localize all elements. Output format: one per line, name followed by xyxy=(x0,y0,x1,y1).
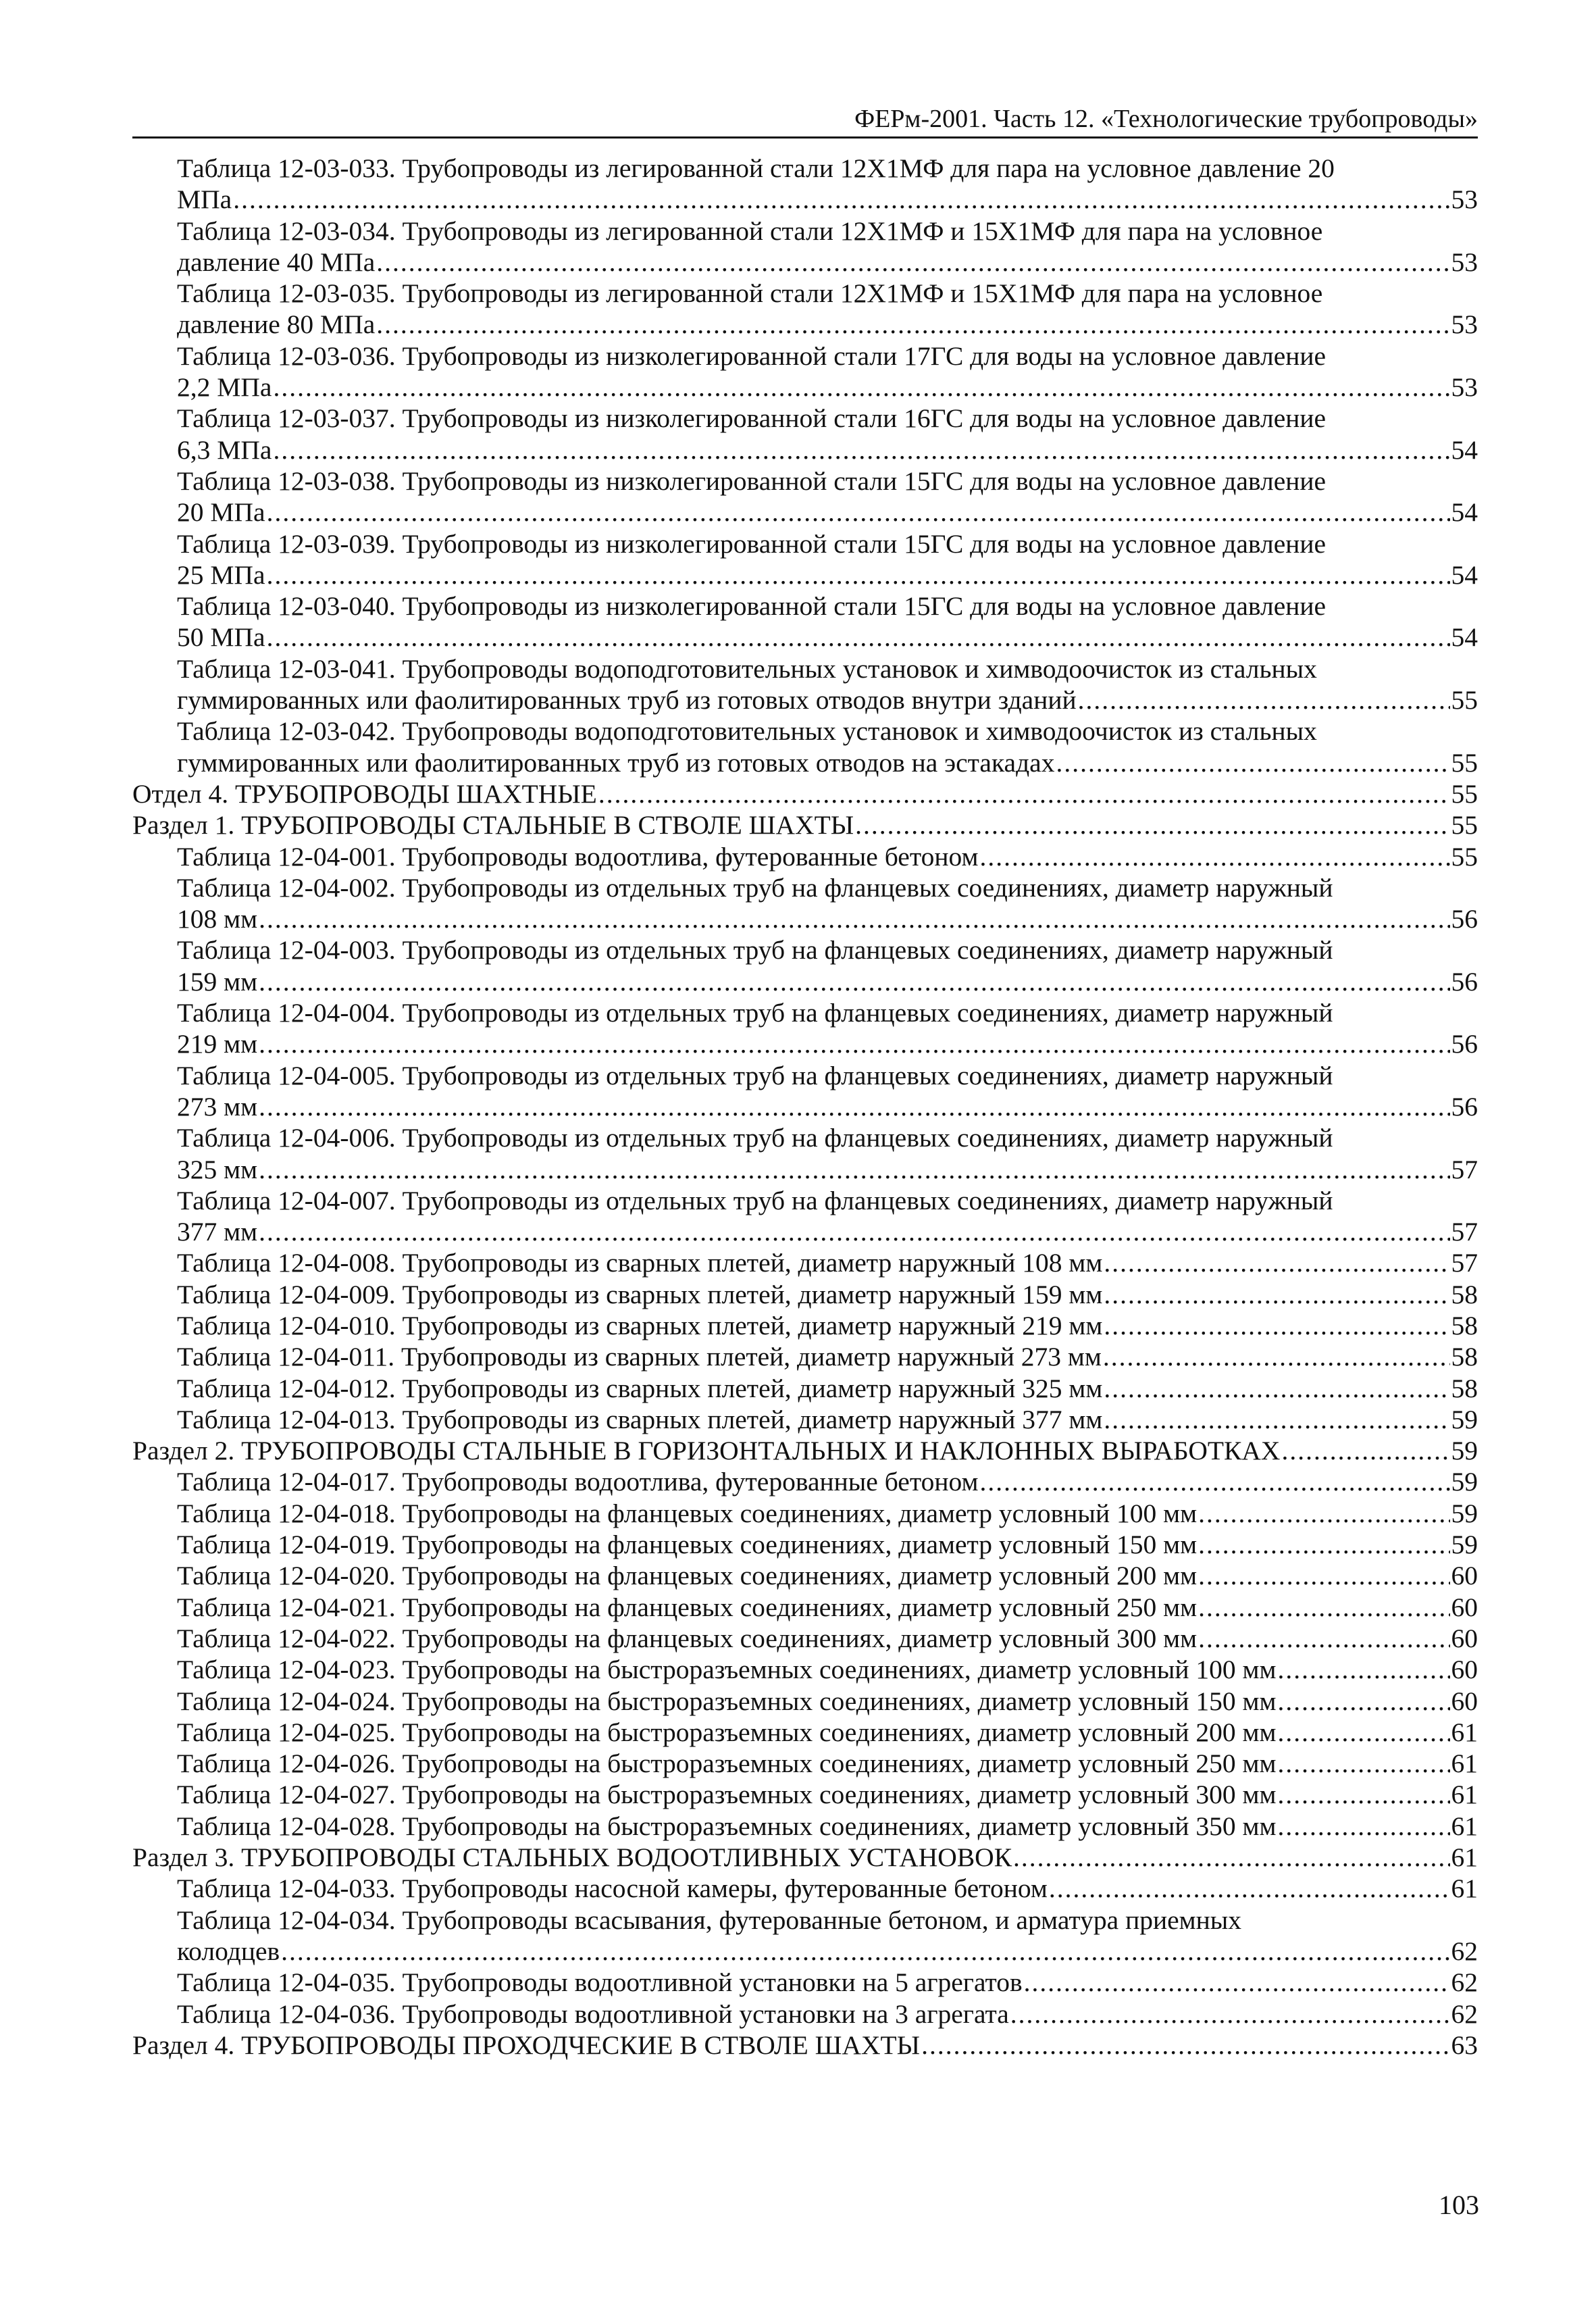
toc-entry-title-line: Таблица 12-03-035. Трубопроводы из легированной стали 12Х1МФ и 15Х1МФ для пара на условное xyxy=(177,278,1323,309)
toc-entry-leader-line xyxy=(177,1686,1478,1717)
toc-entry-title: Таблица 12-04-033. Трубопроводы насосной камеры, футерованные бетоном xyxy=(177,1873,1048,1904)
toc-entry-title: Таблица 12-04-018. Трубопроводы на фланцевых соединениях, диаметр условный 100 мм xyxy=(177,1498,1198,1528)
toc-entry-title: Таблица 12-04-024. Трубопроводы на быстроразъемных соединениях, диаметр условный 150 мм xyxy=(177,1686,1277,1716)
toc-entry-title: 219 мм xyxy=(177,1029,258,1059)
toc-entry-leader-line xyxy=(177,1373,1478,1404)
toc-entry[interactable] xyxy=(132,1842,1478,1873)
toc-entry-leader-line xyxy=(177,1216,1478,1247)
toc-entry-page: 56 xyxy=(1451,966,1478,997)
toc-entry-title: Таблица 12-04-036. Трубопроводы водоотливной установки на 3 агрегата xyxy=(177,1998,1009,2029)
dot-leader xyxy=(1278,1748,1450,1779)
toc-entry-title-line: Таблица 12-04-005. Трубопроводы из отдельных труб на фланцевых соединениях, диаметр наружный xyxy=(177,1060,1333,1090)
toc-entry[interactable] xyxy=(177,1686,1478,1717)
toc-entry-title: 25 МПа xyxy=(177,559,265,590)
dot-leader xyxy=(1104,1279,1449,1310)
toc-entry[interactable] xyxy=(177,872,1478,935)
toc-entry-leader-line xyxy=(177,184,1478,215)
toc-entry-leader-line xyxy=(177,1247,1478,1278)
toc-entry[interactable] xyxy=(177,1748,1478,1779)
toc-entry-title: МПа xyxy=(177,184,232,215)
toc-entry[interactable] xyxy=(132,778,1478,809)
dot-leader xyxy=(1278,1779,1450,1810)
toc-entry[interactable] xyxy=(177,1998,1478,2030)
toc-entry-title: 20 МПа xyxy=(177,497,265,528)
toc-entry-page: 61 xyxy=(1451,1811,1478,1841)
toc-entry[interactable] xyxy=(177,1779,1478,1810)
dot-leader xyxy=(598,778,1450,809)
dot-leader xyxy=(267,497,1450,528)
toc-entry-leader-line xyxy=(177,903,1478,934)
toc-entry-title: колодцев xyxy=(177,1936,280,1966)
toc-entry-page: 60 xyxy=(1451,1655,1478,1685)
toc-entry-title-line: Таблица 12-04-034. Трубопроводы всасывания, футерованные бетоном, и арматура приемных xyxy=(177,1905,1242,1935)
table-of-contents xyxy=(132,153,1478,2061)
dot-leader xyxy=(273,372,1449,403)
toc-entry-title-line: Таблица 12-04-007. Трубопроводы из отдельных труб на фланцевых соединениях, диаметр наружный xyxy=(177,1185,1333,1215)
toc-entry-title-line: Таблица 12-03-042. Трубопроводы водоподготовительных установок и химводоочисток из стальных xyxy=(177,716,1317,747)
toc-entry[interactable] xyxy=(132,809,1478,840)
toc-entry[interactable] xyxy=(177,997,1478,1060)
toc-entry-title: Таблица 12-04-009. Трубопроводы из сварных плетей, диаметр наружный 159 мм xyxy=(177,1279,1103,1309)
toc-entry-title: Таблица 12-04-020. Трубопроводы на фланцевых соединениях, диаметр условный 200 мм xyxy=(177,1561,1198,1591)
toc-entry-leader-line xyxy=(132,778,1478,809)
dot-leader xyxy=(1198,1529,1449,1560)
toc-entry-page: 61 xyxy=(1451,1780,1478,1810)
toc-entry-page: 56 xyxy=(1451,904,1478,934)
toc-entry-title: 273 мм xyxy=(177,1091,258,1122)
dot-leader xyxy=(273,434,1449,466)
toc-entry-page: 60 xyxy=(1451,1561,1478,1591)
toc-entry-page: 56 xyxy=(1451,1091,1478,1122)
toc-entry-title-line: Таблица 12-03-034. Трубопроводы из легированной стали 12Х1МФ и 15Х1МФ для пара на условное xyxy=(177,216,1323,246)
toc-entry-title: Таблица 12-04-025. Трубопроводы на быстроразъемных соединениях, диаметр условный 200 мм xyxy=(177,1717,1277,1747)
page-number: 103 xyxy=(1439,2190,1479,2220)
toc-entry[interactable] xyxy=(177,528,1478,591)
toc-entry-page: 60 xyxy=(1451,1623,1478,1653)
toc-entry-leader-line xyxy=(177,309,1478,340)
toc-entry-title: Таблица 12-04-019. Трубопроводы на фланцевых соединениях, диаметр условный 150 мм xyxy=(177,1530,1198,1560)
toc-entry-page: 53 xyxy=(1451,184,1478,215)
toc-entry-leader-line xyxy=(132,2030,1478,2061)
toc-entry-title: Таблица 12-04-010. Трубопроводы из сварных плетей, диаметр наружный 219 мм xyxy=(177,1310,1103,1340)
toc-entry-leader-line xyxy=(177,841,1478,872)
toc-entry-leader-line xyxy=(177,1341,1478,1372)
toc-entry-page: 59 xyxy=(1451,1404,1478,1434)
dot-leader xyxy=(1104,1247,1449,1278)
running-header: ФЕРм-2001. Часть 12. «Технологические трубопроводы» xyxy=(854,105,1478,133)
toc-entry-leader-line xyxy=(177,1748,1478,1779)
toc-entry-leader-line xyxy=(177,1592,1478,1623)
toc-entry-title: Таблица 12-04-028. Трубопроводы на быстроразъемных соединениях, диаметр условный 350 мм xyxy=(177,1811,1277,1841)
toc-entry-title: Таблица 12-04-027. Трубопроводы на быстроразъемных соединениях, диаметр условный 300 мм xyxy=(177,1780,1277,1810)
toc-entry-title: Таблица 12-04-011. Трубопроводы из сварных плетей, диаметр наружный 273 мм xyxy=(177,1342,1102,1372)
toc-entry-title: Отдел 4. ТРУБОПРОВОДЫ ШАХТНЫЕ xyxy=(132,778,597,809)
toc-entry-title: 50 МПа xyxy=(177,622,265,653)
toc-entry-leader-line xyxy=(177,1154,1478,1185)
toc-entry-leader-line xyxy=(177,1529,1478,1560)
toc-entry-title: гуммированных или фаолитированных труб из готовых отводов внутри зданий xyxy=(177,685,1077,715)
toc-entry-title: Таблица 12-04-023. Трубопроводы на быстроразъемных соединениях, диаметр условный 100 мм xyxy=(177,1655,1277,1685)
toc-entry-title-line: Таблица 12-04-004. Трубопроводы из отдельных труб на фланцевых соединениях, диаметр наружный xyxy=(177,998,1333,1028)
toc-entry-title: Таблица 12-04-013. Трубопроводы из сварных плетей, диаметр наружный 377 мм xyxy=(177,1404,1103,1434)
toc-entry-page: 61 xyxy=(1451,1717,1478,1747)
toc-entry[interactable] xyxy=(177,1529,1478,1560)
toc-entry-leader-line xyxy=(177,747,1478,778)
toc-entry-leader-line xyxy=(132,1842,1478,1873)
toc-entry-title: Таблица 12-04-035. Трубопроводы водоотливной установки на 5 агрегатов xyxy=(177,1967,1023,1998)
toc-entry-leader-line xyxy=(177,559,1478,590)
toc-entry-leader-line xyxy=(132,809,1478,840)
toc-entry-title: Таблица 12-04-001. Трубопроводы водоотлива, футерованные бетоном xyxy=(177,841,979,872)
toc-entry-page: 62 xyxy=(1451,1936,1478,1966)
toc-entry-page: 53 xyxy=(1451,247,1478,277)
toc-entry-page: 54 xyxy=(1451,497,1478,528)
toc-entry-title: Раздел 4. ТРУБОПРОВОДЫ ПРОХОДЧЕСКИЕ В СТВОЛЕ ШАХТЫ xyxy=(132,2030,921,2060)
toc-entry[interactable] xyxy=(177,278,1478,341)
toc-entry-title-line: Таблица 12-03-038. Трубопроводы из низколегированной стали 15ГС для воды на условное давление xyxy=(177,466,1327,496)
toc-entry-title-line: Таблица 12-04-006. Трубопроводы из отдельных труб на фланцевых соединениях, диаметр наружный xyxy=(177,1123,1333,1153)
dot-leader xyxy=(259,1091,1449,1122)
toc-entry-page: 60 xyxy=(1451,1686,1478,1716)
toc-entry-leader-line xyxy=(177,1623,1478,1654)
toc-entry[interactable] xyxy=(177,715,1478,778)
toc-entry[interactable] xyxy=(177,1373,1478,1404)
dot-leader xyxy=(1281,1435,1449,1466)
toc-entry-title-line: Таблица 12-03-040. Трубопроводы из низколегированной стали 15ГС для воды на условное давление xyxy=(177,591,1327,622)
dot-leader xyxy=(1056,747,1449,778)
toc-entry-title: давление 80 МПа xyxy=(177,309,376,340)
dot-leader xyxy=(1049,1873,1450,1904)
toc-entry[interactable] xyxy=(177,216,1478,278)
toc-entry-page: 57 xyxy=(1451,1217,1478,1247)
toc-entry-leader-line xyxy=(177,1779,1478,1810)
dot-leader xyxy=(259,966,1449,997)
toc-entry-leader-line xyxy=(177,1466,1478,1497)
toc-entry-page: 58 xyxy=(1451,1342,1478,1372)
toc-entry[interactable] xyxy=(177,653,1478,716)
toc-entry-page: 61 xyxy=(1451,1749,1478,1779)
dot-leader xyxy=(259,903,1449,934)
dot-leader xyxy=(921,2030,1449,2061)
toc-entry[interactable] xyxy=(177,1592,1478,1623)
toc-entry[interactable] xyxy=(177,934,1478,997)
toc-entry[interactable] xyxy=(177,1873,1478,1904)
dot-leader xyxy=(233,184,1449,215)
toc-entry-page: 58 xyxy=(1451,1279,1478,1309)
toc-entry-title: 108 мм xyxy=(177,904,258,934)
toc-entry-leader-line xyxy=(177,966,1478,997)
toc-entry-title: гуммированных или фаолитированных труб из готовых отводов на эстакадах xyxy=(177,747,1055,778)
toc-entry-leader-line xyxy=(177,434,1478,466)
dot-leader xyxy=(259,1028,1449,1059)
toc-entry[interactable] xyxy=(177,1247,1478,1278)
toc-entry-leader-line xyxy=(177,1310,1478,1341)
toc-entry-title: 6,3 МПа xyxy=(177,434,272,465)
dot-leader xyxy=(979,1466,1449,1497)
dot-leader xyxy=(1198,1498,1449,1529)
toc-entry-title: Таблица 12-04-017. Трубопроводы водоотлива, футерованные бетоном xyxy=(177,1467,979,1497)
dot-leader xyxy=(1010,1998,1450,2030)
toc-entry[interactable] xyxy=(177,1060,1478,1123)
toc-entry[interactable] xyxy=(177,1498,1478,1529)
toc-entry-leader-line xyxy=(132,1435,1478,1466)
toc-entry-page: 55 xyxy=(1451,810,1478,840)
toc-entry-page: 56 xyxy=(1451,1029,1478,1059)
toc-entry-title: Таблица 12-04-026. Трубопроводы на быстроразъемных соединениях, диаметр условный 250 мм xyxy=(177,1749,1277,1779)
dot-leader xyxy=(376,309,1449,340)
dot-leader xyxy=(259,1154,1449,1185)
dot-leader xyxy=(1198,1623,1449,1654)
toc-entry-title: Таблица 12-04-021. Трубопроводы на фланцевых соединениях, диаметр условный 250 мм xyxy=(177,1592,1198,1622)
toc-entry-leader-line xyxy=(177,622,1478,653)
toc-entry-page: 62 xyxy=(1451,1967,1478,1998)
toc-entry-page: 55 xyxy=(1451,778,1478,809)
dot-leader xyxy=(1278,1654,1450,1685)
toc-entry-title: 377 мм xyxy=(177,1217,258,1247)
toc-entry-page: 59 xyxy=(1451,1467,1478,1497)
dot-leader xyxy=(281,1936,1449,1967)
toc-entry[interactable] xyxy=(177,1967,1478,1998)
toc-entry-leader-line xyxy=(177,497,1478,528)
dot-leader xyxy=(1078,684,1450,715)
dot-leader xyxy=(1198,1560,1449,1591)
toc-entry-page: 58 xyxy=(1451,1310,1478,1340)
toc-entry-page: 57 xyxy=(1451,1154,1478,1184)
toc-entry-leader-line xyxy=(177,1279,1478,1310)
toc-entry-title: Таблица 12-04-008. Трубопроводы из сварных плетей, диаметр наружный 108 мм xyxy=(177,1248,1103,1278)
toc-entry-page: 59 xyxy=(1451,1498,1478,1528)
dot-leader xyxy=(259,1216,1449,1247)
toc-entry-page: 61 xyxy=(1451,1873,1478,1904)
toc-entry[interactable] xyxy=(177,1404,1478,1435)
toc-entry[interactable] xyxy=(177,1310,1478,1341)
toc-entry-title-line: Таблица 12-03-036. Трубопроводы из низколегированной стали 17ГС для воды на условное давление xyxy=(177,341,1327,371)
toc-entry[interactable] xyxy=(177,1905,1478,1967)
dot-leader xyxy=(1278,1811,1450,1842)
toc-entry-page: 60 xyxy=(1451,1592,1478,1622)
toc-entry[interactable] xyxy=(177,1717,1478,1748)
toc-entry-page: 55 xyxy=(1451,747,1478,778)
toc-entry[interactable] xyxy=(177,403,1478,466)
toc-entry-title: Раздел 2. ТРУБОПРОВОДЫ СТАЛЬНЫЕ В ГОРИЗОНТАЛЬНЫХ И НАКЛОННЫХ ВЫРАБОТКАХ xyxy=(132,1436,1281,1466)
toc-entry-page: 54 xyxy=(1451,622,1478,653)
toc-entry-page: 58 xyxy=(1451,1373,1478,1403)
dot-leader xyxy=(979,841,1449,872)
dot-leader xyxy=(1103,1341,1450,1372)
dot-leader xyxy=(267,559,1450,590)
toc-entry[interactable] xyxy=(132,1435,1478,1466)
toc-entry-title: 159 мм xyxy=(177,966,258,997)
dot-leader xyxy=(267,622,1450,653)
toc-entry-leader-line xyxy=(177,1873,1478,1904)
toc-entry-page: 63 xyxy=(1451,2030,1478,2060)
toc-entry-page: 59 xyxy=(1451,1530,1478,1560)
toc-entry[interactable] xyxy=(177,841,1478,872)
toc-entry-page: 54 xyxy=(1451,434,1478,465)
toc-entry-leader-line xyxy=(177,1967,1478,1998)
toc-entry-page: 55 xyxy=(1451,685,1478,715)
toc-entry[interactable] xyxy=(177,1279,1478,1310)
toc-entry-title: Раздел 3. ТРУБОПРОВОДЫ СТАЛЬНЫХ ВОДООТЛИВНЫХ УСТАНОВОК xyxy=(132,1842,1012,1873)
dot-leader xyxy=(1104,1373,1449,1404)
toc-entry[interactable] xyxy=(177,1811,1478,1842)
toc-entry-page: 55 xyxy=(1451,841,1478,872)
toc-entry-leader-line xyxy=(177,247,1478,278)
toc-entry-title-line: Таблица 12-03-033. Трубопроводы из легированной стали 12Х1МФ для пара на условное давление 20 xyxy=(177,153,1335,183)
toc-entry-title-line: Таблица 12-04-002. Трубопроводы из отдельных труб на фланцевых соединениях, диаметр наружный xyxy=(177,872,1333,903)
toc-entry-title: Таблица 12-04-012. Трубопроводы из сварных плетей, диаметр наружный 325 мм xyxy=(177,1373,1103,1403)
toc-entry-page: 57 xyxy=(1451,1248,1478,1278)
toc-entry[interactable] xyxy=(177,466,1478,528)
toc-entry-title: Таблица 12-04-022. Трубопроводы на фланцевых соединениях, диаметр условный 300 мм xyxy=(177,1623,1198,1653)
dot-leader xyxy=(855,809,1449,840)
toc-entry-leader-line xyxy=(177,1498,1478,1529)
toc-entry[interactable] xyxy=(177,1185,1478,1248)
header-rule xyxy=(132,136,1478,139)
toc-entry-leader-line xyxy=(177,372,1478,403)
toc-entry-leader-line xyxy=(177,1091,1478,1122)
toc-entry-page: 53 xyxy=(1451,372,1478,403)
toc-entry-leader-line xyxy=(177,1028,1478,1059)
toc-entry-leader-line xyxy=(177,1936,1478,1967)
toc-entry-title: давление 40 МПа xyxy=(177,247,376,277)
toc-entry[interactable] xyxy=(177,1623,1478,1654)
toc-entry-leader-line xyxy=(177,1404,1478,1435)
dot-leader xyxy=(376,247,1449,278)
toc-entry[interactable] xyxy=(177,1560,1478,1591)
dot-leader xyxy=(1024,1967,1450,1998)
toc-entry[interactable] xyxy=(177,341,1478,403)
toc-entry[interactable] xyxy=(177,1122,1478,1185)
toc-entry-leader-line xyxy=(177,1560,1478,1591)
toc-entry[interactable] xyxy=(177,1654,1478,1685)
dot-leader xyxy=(1278,1686,1450,1717)
toc-entry-page: 54 xyxy=(1451,559,1478,590)
toc-entry[interactable] xyxy=(177,1341,1478,1372)
dot-leader xyxy=(1198,1592,1449,1623)
dot-leader xyxy=(1104,1404,1449,1435)
toc-entry-leader-line xyxy=(177,1811,1478,1842)
toc-entry-title: Раздел 1. ТРУБОПРОВОДЫ СТАЛЬНЫЕ В СТВОЛЕ ШАХТЫ xyxy=(132,810,854,840)
toc-entry[interactable] xyxy=(177,1466,1478,1497)
toc-entry-leader-line xyxy=(177,1998,1478,2030)
toc-entry-title-line: Таблица 12-04-003. Трубопроводы из отдельных труб на фланцевых соединениях, диаметр наружный xyxy=(177,935,1333,965)
toc-entry-title: 2,2 МПа xyxy=(177,372,272,403)
toc-entry-title: 325 мм xyxy=(177,1154,258,1184)
toc-entry-title-line: Таблица 12-03-037. Трубопроводы из низколегированной стали 16ГС для воды на условное давление xyxy=(177,403,1327,434)
toc-entry-leader-line xyxy=(177,1717,1478,1748)
dot-leader xyxy=(1013,1842,1449,1873)
toc-entry-page: 62 xyxy=(1451,1998,1478,2029)
toc-entry-page: 53 xyxy=(1451,309,1478,340)
toc-entry-leader-line xyxy=(177,684,1478,715)
toc-entry-page: 61 xyxy=(1451,1842,1478,1873)
toc-entry[interactable] xyxy=(177,590,1478,653)
toc-entry-title-line: Таблица 12-03-039. Трубопроводы из низколегированной стали 15ГС для воды на условное давление xyxy=(177,528,1327,559)
dot-leader xyxy=(1104,1310,1449,1341)
toc-entry-title-line: Таблица 12-03-041. Трубопроводы водоподготовительных установок и химводоочисток из стальных xyxy=(177,653,1317,684)
toc-entry[interactable] xyxy=(132,2030,1478,2061)
toc-entry-leader-line xyxy=(177,1654,1478,1685)
dot-leader xyxy=(1278,1717,1450,1748)
toc-entry-page: 59 xyxy=(1451,1436,1478,1466)
toc-entry[interactable] xyxy=(177,153,1478,216)
